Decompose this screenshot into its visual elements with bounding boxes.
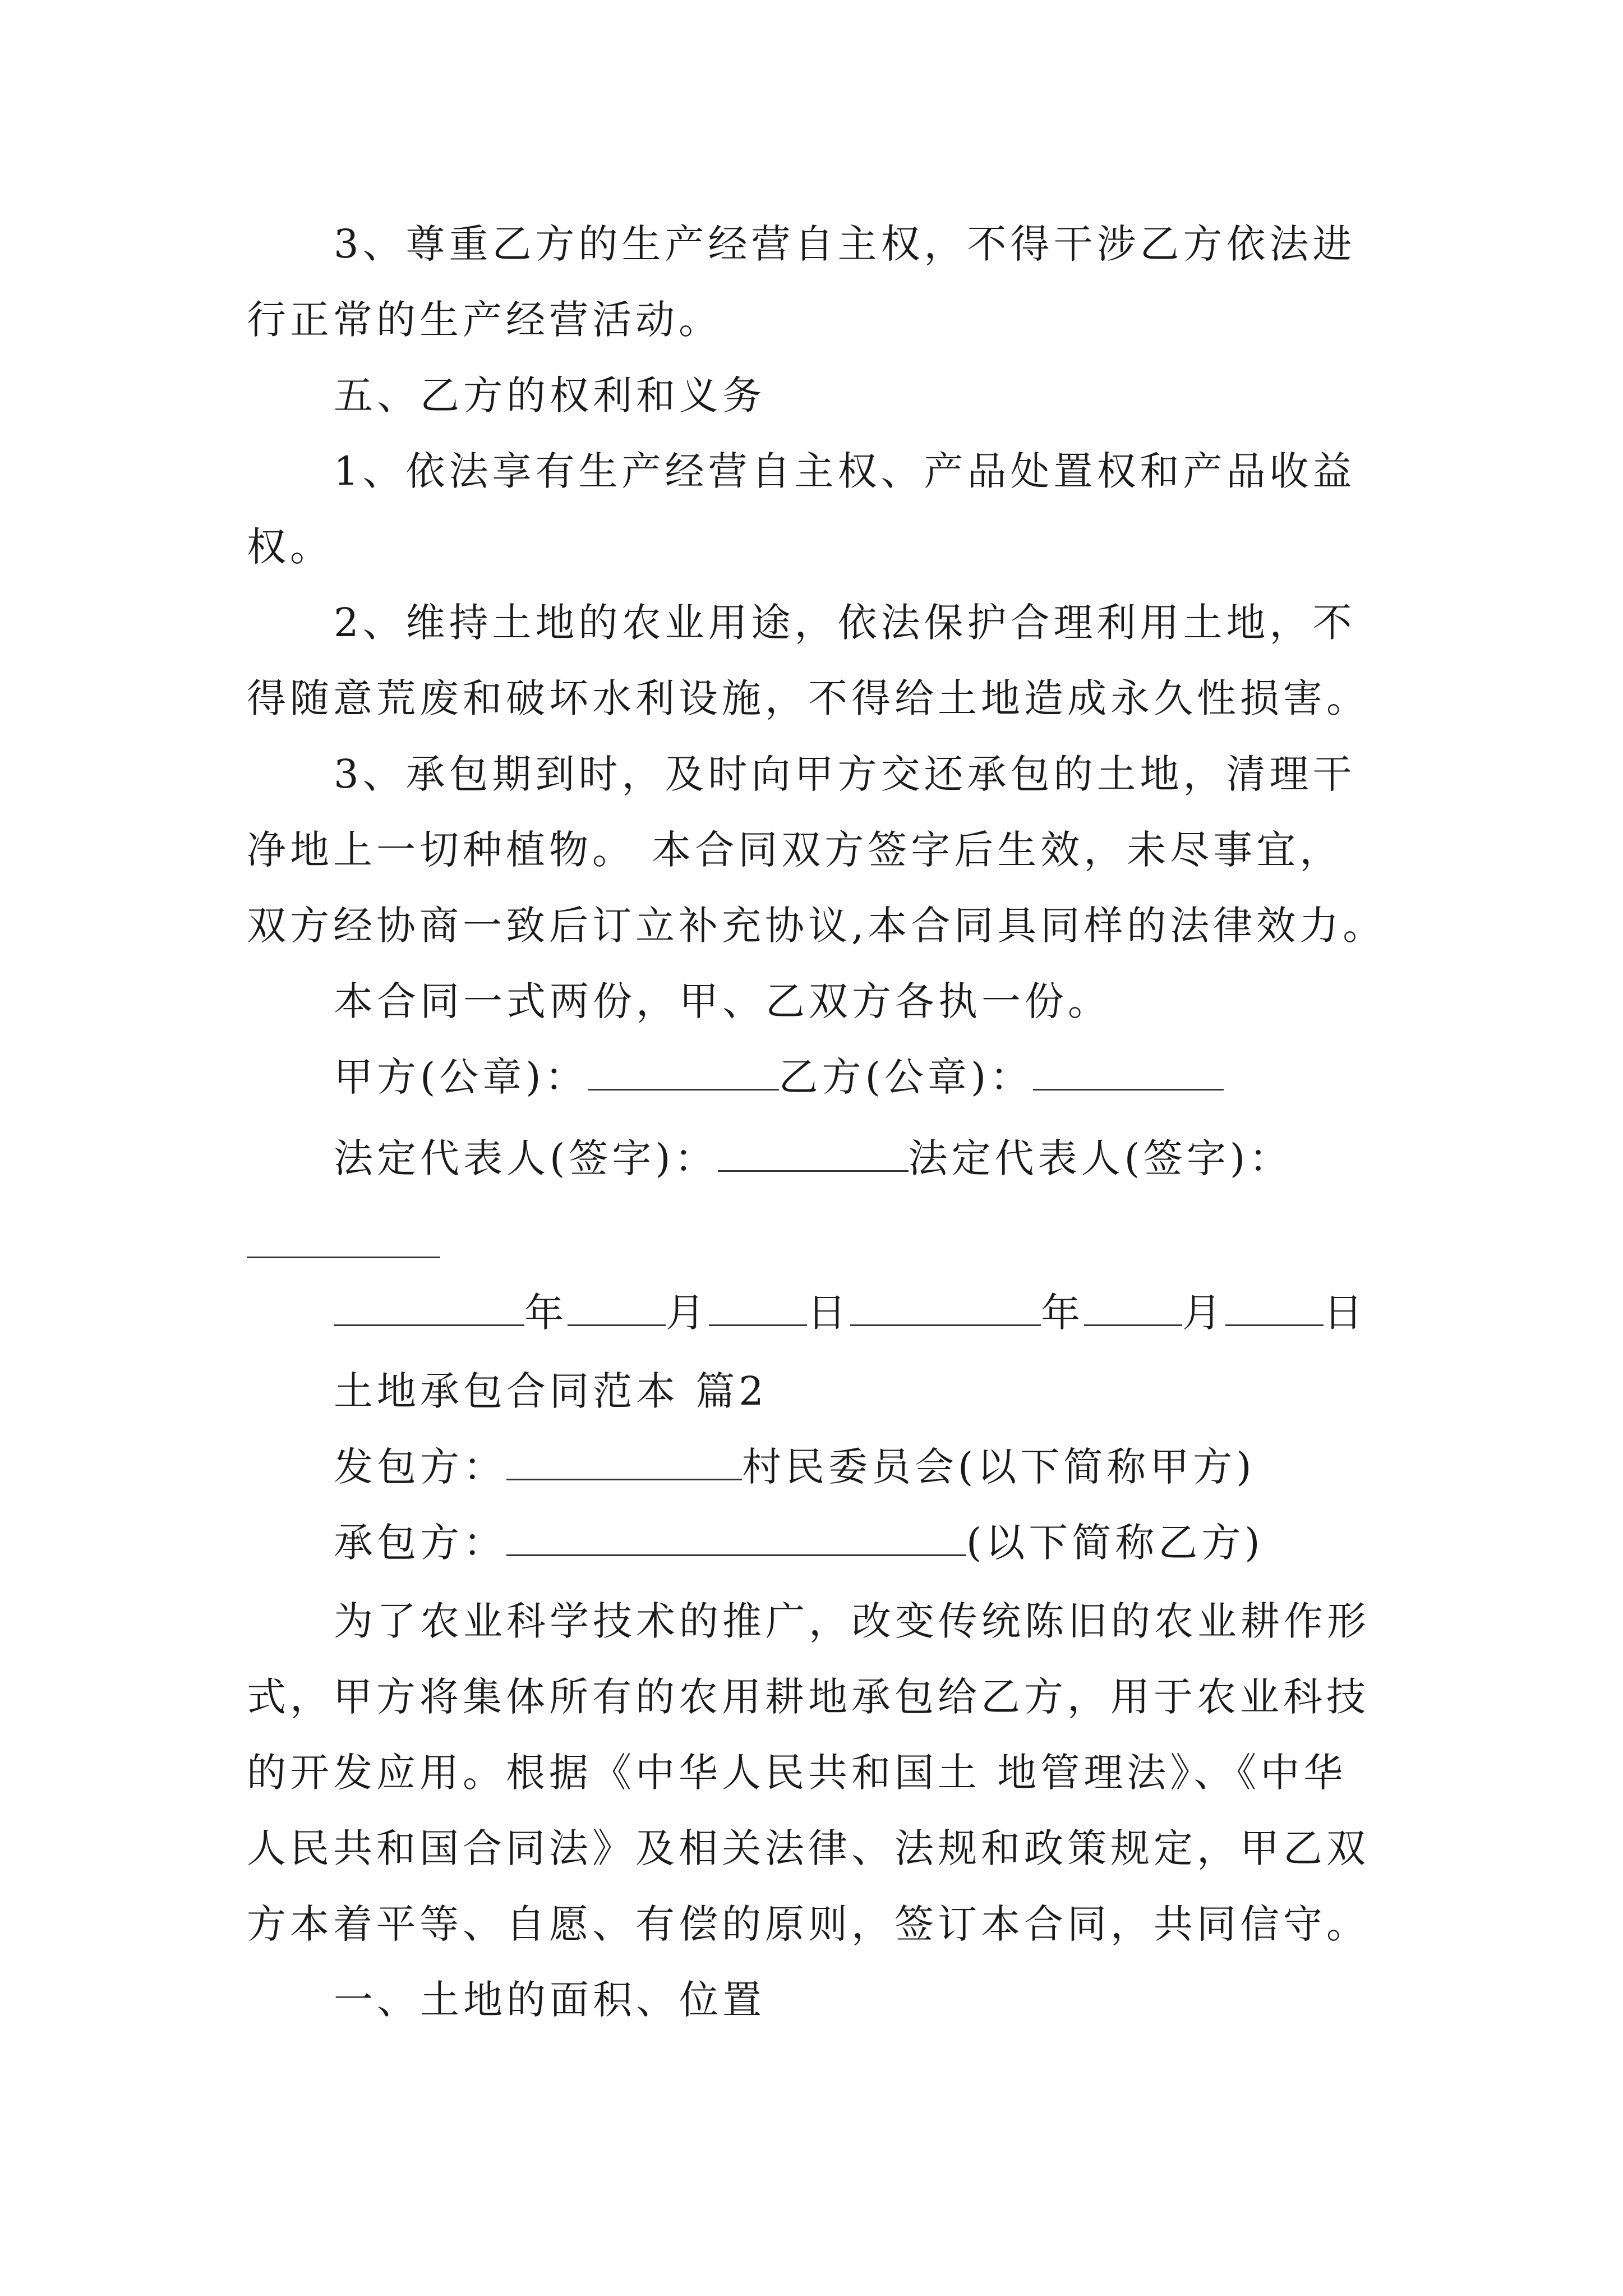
issuer-label: 发包方： — [334, 1444, 506, 1490]
issuer-line — [334, 1439, 1256, 1495]
year-label: 年 — [524, 1290, 568, 1336]
party-b-seal-label: 乙方(公章)： — [778, 1054, 1034, 1100]
text-line: 本合同一式两份，甲、乙双方各执一份。 — [334, 978, 1111, 1024]
text-line: 2、维持土地的农业用途，依法保护合理利用土地，不 — [334, 600, 1356, 646]
day-b-blank[interactable] — [1225, 1285, 1324, 1326]
text-line: 方本着平等、自愿、有偿的原则，签订本合同，共同信守。 — [247, 1901, 1370, 1947]
text-line: 1、依法享有生产经营自主权、产品处置权和产品收益 — [334, 448, 1356, 494]
representative-line — [334, 1130, 1292, 1186]
issuer-blank[interactable] — [506, 1439, 742, 1480]
rep-b-label: 法定代表人(签字)： — [908, 1135, 1293, 1181]
text-line: 的开发应用。根据《中华人民共和国土 地管理法》、《中华 — [247, 1750, 1347, 1796]
text-line: 为了农业科学技术的推广，改变传统陈旧的农业耕作形 — [334, 1598, 1370, 1644]
year-label: 年 — [1041, 1290, 1084, 1336]
contract-title: 土地承包合同范本 篇2 — [334, 1368, 768, 1414]
rep-a-label: 法定代表人(签字)： — [334, 1135, 718, 1181]
contractor-label: 承包方： — [334, 1520, 506, 1566]
section-heading: 一、土地的面积、位置 — [334, 1977, 766, 2023]
date-line — [334, 1285, 1367, 1341]
month-a-blank[interactable] — [568, 1285, 666, 1326]
year-b-blank[interactable] — [850, 1285, 1041, 1326]
contractor-blank[interactable] — [506, 1515, 966, 1556]
text-line: 权。 — [247, 524, 333, 570]
section-heading: 五、乙方的权利和义务 — [334, 372, 766, 418]
contractor-line — [334, 1515, 1264, 1571]
year-a-blank[interactable] — [334, 1285, 524, 1326]
rep-b-blank[interactable] — [247, 1257, 440, 1258]
party-b-seal-blank[interactable] — [1033, 1050, 1224, 1091]
contractor-suffix: (以下简称乙方) — [966, 1520, 1264, 1566]
day-label: 日 — [807, 1290, 850, 1336]
month-b-blank[interactable] — [1084, 1285, 1182, 1326]
day-label: 日 — [1324, 1290, 1367, 1336]
rep-a-blank[interactable] — [718, 1131, 909, 1172]
month-label: 月 — [666, 1290, 709, 1336]
seal-line — [334, 1049, 1224, 1105]
text-line: 式，甲方将集体所有的农用耕地承包给乙方，用于农业科技 — [247, 1674, 1370, 1720]
month-label: 月 — [1182, 1290, 1225, 1336]
text-line: 3、尊重乙方的生产经营自主权，不得干涉乙方依法进 — [334, 221, 1356, 267]
text-line: 人民共和国合同法》及相关法律、法规和政策规定，甲乙双 — [247, 1825, 1370, 1871]
text-line: 净地上一切种植物。 本合同双方签字后生效，未尽事宜， — [247, 827, 1343, 873]
text-line: 3、承包期到时，及时向甲方交还承包的土地，清理干 — [334, 751, 1356, 797]
text-line: 行正常的生产经营活动。 — [247, 297, 722, 343]
party-a-seal-blank[interactable] — [588, 1050, 779, 1091]
day-a-blank[interactable] — [709, 1285, 807, 1326]
text-line: 得随意荒废和破坏水利设施，不得给土地造成永久性损害。 — [247, 675, 1370, 721]
issuer-suffix: 村民委员会(以下简称甲方) — [742, 1444, 1256, 1490]
party-a-seal-label: 甲方(公章)： — [334, 1054, 588, 1100]
text-line: 双方经协商一致后订立补充协议,本合同具同样的法律效力。 — [247, 903, 1386, 949]
